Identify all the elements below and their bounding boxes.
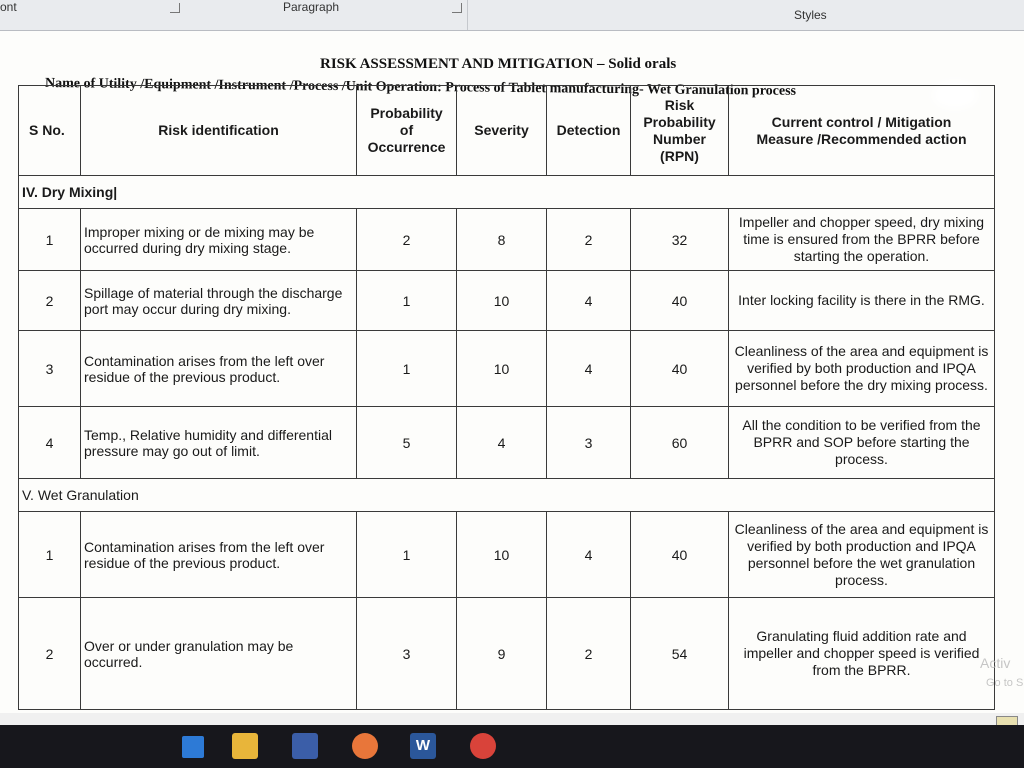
status-strip: [0, 713, 1024, 725]
header-rpn-line3: Number: [653, 130, 706, 147]
store-icon[interactable]: [292, 733, 318, 759]
paragraph-dialog-launcher-icon[interactable]: [452, 3, 462, 13]
cell-risk: Contamination arises from the left over residue of the previous product.: [81, 512, 357, 598]
cell-sno: 1: [19, 209, 81, 271]
header-risk-identification: Risk identification: [81, 86, 357, 176]
font-dialog-launcher-icon[interactable]: [170, 3, 180, 13]
cell-detection: 4: [547, 271, 631, 331]
cell-mitigation: Impeller and chopper speed, dry mixing time is ensured from the BPRR before starting the operation.: [729, 209, 995, 271]
cell-probability: 3: [357, 598, 457, 710]
cell-severity: 8: [457, 209, 547, 271]
cell-rpn: 40: [631, 512, 729, 598]
cell-rpn: 40: [631, 271, 729, 331]
cell-detection: 2: [547, 209, 631, 271]
section-row-wet-granulation: [19, 479, 995, 512]
cell-rpn: 60: [631, 407, 729, 479]
cell-risk: Contamination arises from the left over residue of the previous product.: [81, 331, 357, 407]
cell-severity: 10: [457, 271, 547, 331]
header-probability-line2: of: [399, 122, 414, 138]
document-title: RISK ASSESSMENT AND MITIGATION – Solid orals: [320, 56, 677, 72]
cell-probability: 2: [357, 209, 457, 271]
cell-risk: Temp., Relative humidity and differential pressure may go out of limit.: [81, 407, 357, 479]
cell-detection: 4: [547, 331, 631, 407]
document-subtitle: Name of Utility /Equipment /Instrument /Process /Unit Operation: Process of Tablet manufacturing- Wet Granulation process: [44, 76, 797, 99]
cell-rpn: 32: [631, 209, 729, 271]
ribbon-separator: [467, 0, 468, 30]
cell-mitigation: Granulating fluid addition rate and impeller and chopper speed is verified from the BPRR.: [729, 598, 995, 710]
cell-severity: 4: [457, 407, 547, 479]
cell-probability: 1: [357, 331, 457, 407]
header-detection: Detection: [547, 86, 631, 176]
cell-probability: 1: [357, 271, 457, 331]
cell-probability: 1: [357, 512, 457, 598]
activate-windows-watermark-line2: Go to S: [986, 677, 1024, 689]
start-windows-icon[interactable]: [182, 736, 204, 758]
cell-rpn: 54: [631, 598, 729, 710]
cell-sno: 1: [19, 512, 81, 598]
ribbon-bar: [0, 0, 1024, 31]
ribbon-group-styles[interactable]: Styles: [794, 8, 827, 22]
cell-detection: 2: [547, 598, 631, 710]
table-row: [19, 407, 995, 479]
cell-severity: 10: [457, 331, 547, 407]
header-rpn-line2: Probability: [643, 113, 716, 130]
cell-risk: Spillage of material through the discharge port may occur during dry mixing.: [81, 271, 357, 331]
header-severity: Severity: [457, 86, 547, 176]
document-page[interactable]: [0, 31, 1024, 713]
cell-mitigation: Cleanliness of the area and equipment is verified by both production and IPQA personnel before the wet granulation process.: [729, 512, 995, 598]
header-sno: S No.: [19, 86, 81, 176]
table-header-row: [19, 86, 995, 176]
cell-severity: 9: [457, 598, 547, 710]
header-probability-line3: Occurrence: [367, 139, 446, 155]
file-explorer-icon[interactable]: [232, 733, 258, 759]
table-row: [19, 271, 995, 331]
cell-sno: 3: [19, 331, 81, 407]
table-row: [19, 331, 995, 407]
section-title[interactable]: V. Wet Granulation: [19, 479, 995, 512]
cell-detection: 3: [547, 407, 631, 479]
firefox-icon[interactable]: [352, 733, 378, 759]
word-app-icon[interactable]: [410, 733, 436, 759]
cell-probability: 5: [357, 407, 457, 479]
cell-mitigation: Cleanliness of the area and equipment is verified by both production and IPQA personnel before the dry mixing process.: [729, 331, 995, 407]
table-row: [19, 209, 995, 271]
cell-severity: 10: [457, 512, 547, 598]
taskbar: [0, 725, 1024, 768]
ribbon-group-font[interactable]: ont: [0, 0, 17, 14]
cell-sno: 4: [19, 407, 81, 479]
ribbon-group-paragraph[interactable]: Paragraph: [283, 0, 340, 14]
cell-mitigation: Inter locking facility is there in the RMG.: [729, 271, 995, 331]
header-mitigation-line1: Current control / Mitigation: [771, 113, 952, 130]
section-title[interactable]: IV. Dry Mixing|: [19, 176, 995, 209]
header-probability-line1: Probability: [370, 105, 443, 121]
cell-mitigation: All the condition to be verified from the BPRR and SOP before starting the process.: [729, 407, 995, 479]
cell-sno: 2: [19, 598, 81, 710]
cell-rpn: 40: [631, 331, 729, 407]
cell-detection: 4: [547, 512, 631, 598]
risk-assessment-table: [18, 85, 995, 710]
header-mitigation: [729, 86, 995, 176]
cell-risk: Over or under granulation may be occurred.: [81, 598, 357, 710]
cell-sno: 2: [19, 271, 81, 331]
cell-risk: Improper mixing or de mixing may be occurred during dry mixing stage.: [81, 209, 357, 271]
header-mitigation-line2: Measure /Recommended action: [756, 130, 967, 147]
header-rpn-line1: Risk: [664, 96, 695, 113]
word-app-label: W: [415, 737, 431, 754]
header-rpn-line4: (RPN): [660, 147, 699, 164]
section-row-dry-mixing: [19, 176, 995, 209]
table-row: [19, 598, 995, 710]
header-rpn: [631, 86, 729, 176]
activate-windows-watermark-line1: Activ: [980, 655, 1011, 671]
table-row: [19, 512, 995, 598]
header-probability: [357, 86, 457, 176]
chrome-icon[interactable]: [470, 733, 496, 759]
